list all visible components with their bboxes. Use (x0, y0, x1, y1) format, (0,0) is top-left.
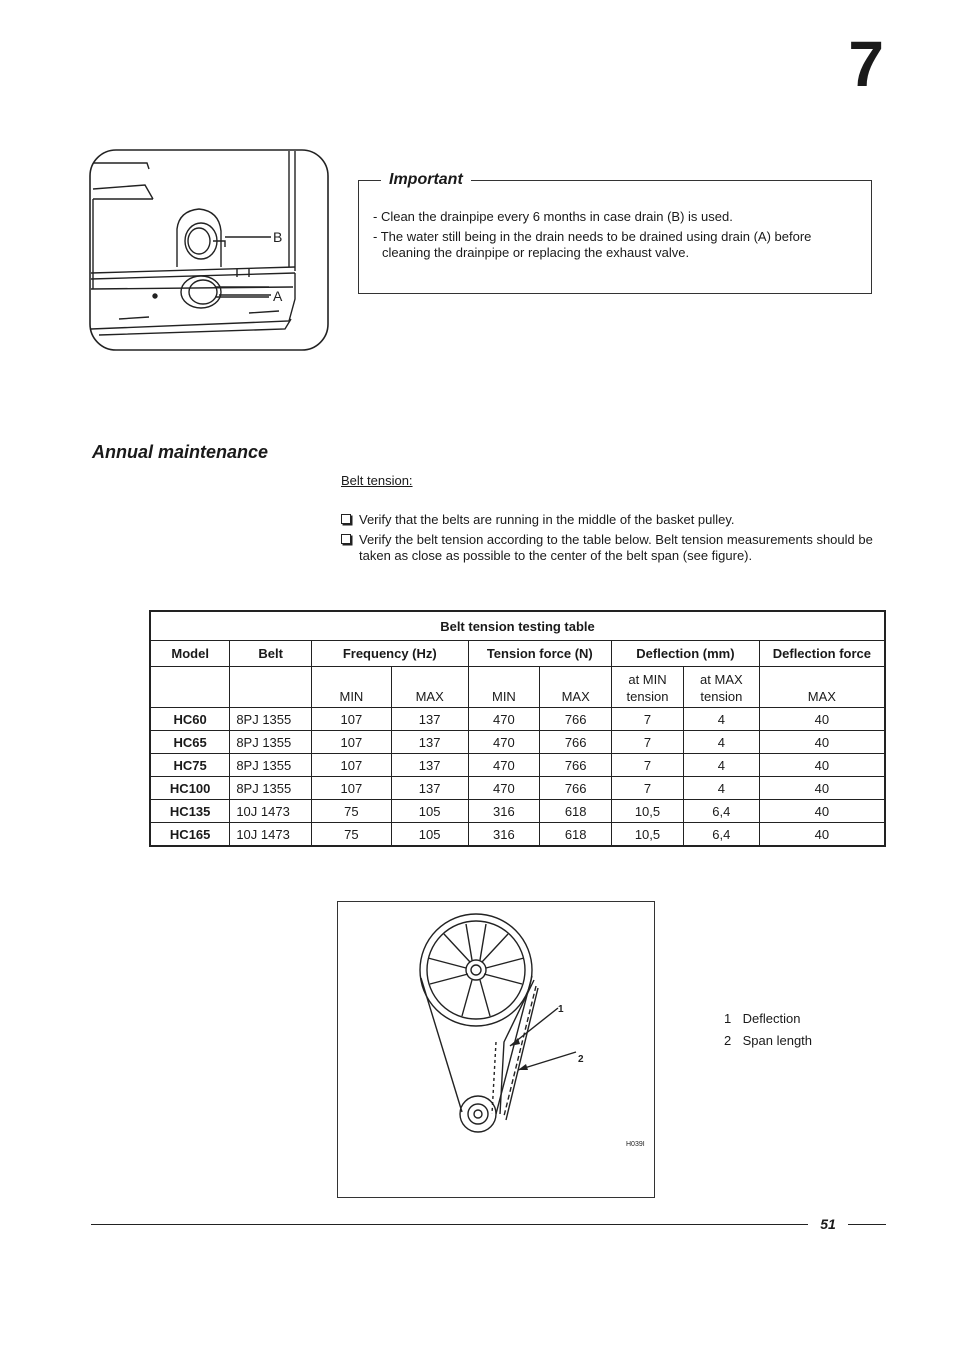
table-cell: 618 (540, 800, 612, 823)
drain-illustration (89, 149, 331, 353)
table-cell: 6,4 (683, 800, 759, 823)
checkbox-icon (341, 514, 351, 524)
table-body (150, 708, 885, 847)
table-cell: 766 (540, 731, 612, 754)
subheader-cell: MIN (468, 667, 540, 708)
table-row (150, 754, 885, 777)
checklist-item (341, 512, 881, 528)
column-header: Frequency (Hz) (312, 641, 468, 667)
subheader-cell: at MAX tension (683, 667, 759, 708)
important-item: - Clean the drainpipe every 6 months in case drain (B) is used. (373, 209, 733, 224)
table-cell: 107 (312, 777, 392, 800)
subheader-cell: MAX (540, 667, 612, 708)
model-cell: HC60 (150, 708, 230, 731)
table-cell: 4 (683, 754, 759, 777)
footer-rule (91, 1224, 808, 1225)
belt-tension-heading: Belt tension: (341, 473, 413, 488)
drain-label-b: B (273, 229, 283, 245)
table-cell: 8PJ 1355 (230, 777, 312, 800)
subheader-cell (150, 667, 230, 708)
table-cell: 7 (612, 777, 684, 800)
checklist (341, 512, 881, 568)
column-header: Model (150, 641, 230, 667)
checklist-item (341, 532, 881, 564)
callout-1-label: 1 (558, 1004, 564, 1015)
table-cell: 470 (468, 731, 540, 754)
table-cell: 107 (312, 754, 392, 777)
subheader-cell: at MIN tension (612, 667, 684, 708)
column-header: Deflection (mm) (612, 641, 760, 667)
table-cell: 40 (759, 823, 885, 847)
table-cell: 107 (312, 708, 392, 731)
column-header: Tension force (N) (468, 641, 612, 667)
important-notice (358, 171, 872, 294)
table-cell: 137 (391, 754, 468, 777)
table-cell: 316 (468, 823, 540, 847)
table-cell: 137 (391, 731, 468, 754)
legend-label: Span length (742, 1033, 813, 1048)
table-cell: 7 (612, 708, 684, 731)
table-cell: 8PJ 1355 (230, 754, 312, 777)
table-cell: 10,5 (612, 800, 684, 823)
table-row (150, 731, 885, 754)
checkbox-icon (341, 534, 351, 544)
checklist-text: Verify that the belts are running in the middle of the basket pulley. (359, 512, 735, 527)
drain-label-a: A (273, 288, 283, 304)
footer-rule (848, 1224, 886, 1225)
table-cell: 105 (391, 800, 468, 823)
subheader-cell: MAX (759, 667, 885, 708)
table-cell: 470 (468, 777, 540, 800)
table-cell: 4 (683, 777, 759, 800)
belt-tension-table (149, 610, 886, 847)
checklist-text: Verify the belt tension according to the table below. Belt tension measurements should be taken as close as possible to the center of the belt span (see figure). (359, 532, 873, 563)
table-cell: 10,5 (612, 823, 684, 847)
table-cell: 7 (612, 754, 684, 777)
legend-item (724, 1008, 812, 1030)
model-cell: HC165 (150, 823, 230, 847)
table-cell: 6,4 (683, 823, 759, 847)
legend-number: 1 (724, 1011, 732, 1026)
table-title: Belt tension testing table (150, 611, 885, 641)
chapter-number: 7 (848, 28, 884, 100)
table-cell: 7 (612, 731, 684, 754)
column-header: Deflection force (759, 641, 885, 667)
subheader-cell (230, 667, 312, 708)
table-cell: 40 (759, 731, 885, 754)
table-cell: 75 (312, 823, 392, 847)
important-list (373, 209, 861, 265)
table-cell: 470 (468, 754, 540, 777)
table-cell: 40 (759, 800, 885, 823)
table-cell: 107 (312, 731, 392, 754)
table-cell: 470 (468, 708, 540, 731)
table-cell: 40 (759, 754, 885, 777)
figure-legend (724, 1008, 812, 1052)
table-cell: 8PJ 1355 (230, 731, 312, 754)
important-item: - The water still being in the drain needs to be drained using drain (A) before cleaning the drainpipe or replacing the exhaust valve. (373, 229, 812, 260)
page-number: 51 (820, 1216, 836, 1232)
belt-span-figure (337, 901, 655, 1198)
table-cell: 10J 1473 (230, 823, 312, 847)
table-cell: 316 (468, 800, 540, 823)
model-cell: HC65 (150, 731, 230, 754)
column-header: Belt (230, 641, 312, 667)
section-title: Annual maintenance (92, 442, 269, 462)
table-cell: 618 (540, 823, 612, 847)
table-row (150, 777, 885, 800)
important-title: Important (381, 171, 471, 189)
table-cell: 137 (391, 708, 468, 731)
table-cell: 75 (312, 800, 392, 823)
table-cell: 105 (391, 823, 468, 847)
legend-number: 2 (724, 1033, 732, 1048)
table-row (150, 800, 885, 823)
table-cell: 8PJ 1355 (230, 708, 312, 731)
table-cell: 766 (540, 754, 612, 777)
table-row (150, 708, 885, 731)
callout-2-label: 2 (578, 1054, 584, 1065)
table-row (150, 823, 885, 847)
model-cell: HC75 (150, 754, 230, 777)
table-cell: 137 (391, 777, 468, 800)
table-cell: 4 (683, 731, 759, 754)
table-cell: 10J 1473 (230, 800, 312, 823)
table-cell: 4 (683, 708, 759, 731)
table-cell: 40 (759, 708, 885, 731)
table-cell: 766 (540, 708, 612, 731)
model-cell: HC100 (150, 777, 230, 800)
subheader-cell: MIN (312, 667, 392, 708)
legend-label: Deflection (742, 1011, 801, 1026)
legend-item (724, 1030, 812, 1052)
table-cell: 766 (540, 777, 612, 800)
figure-code: H039I (626, 1141, 645, 1148)
subheader-cell: MAX (391, 667, 468, 708)
model-cell: HC135 (150, 800, 230, 823)
pulley-diagram (338, 902, 654, 1197)
table-cell: 40 (759, 777, 885, 800)
